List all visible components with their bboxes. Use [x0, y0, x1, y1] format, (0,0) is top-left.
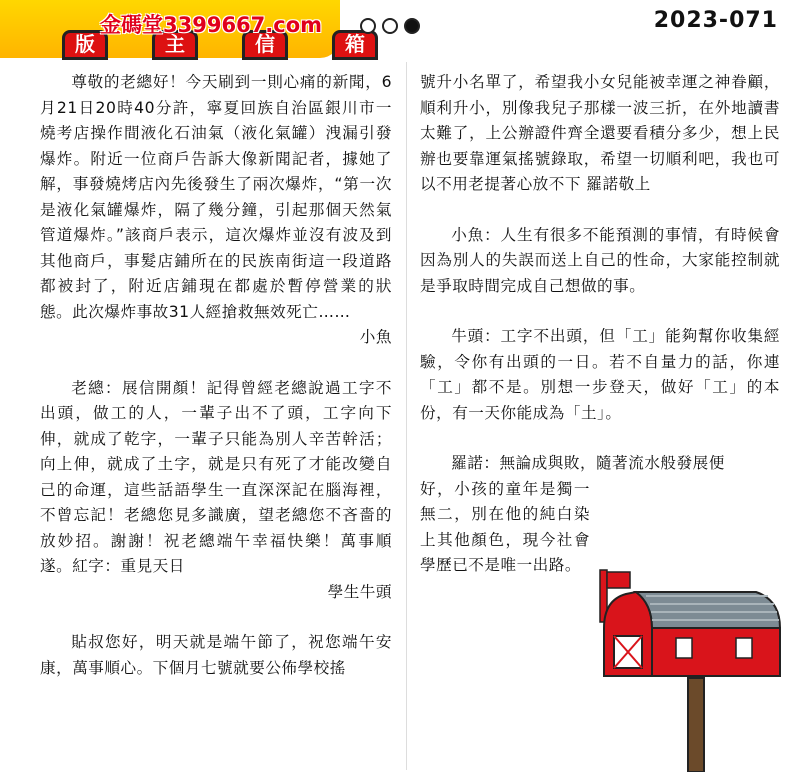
- filled-circle-icon: [404, 18, 420, 34]
- reply-to-luonuo-line1: 羅諾：無論成與敗，隨著流水般發展便: [451, 454, 725, 472]
- site-watermark: 金碼堂3399667.com: [100, 13, 323, 37]
- reply-to-niutou: 牛頭：工字不出頭，但「工」能夠幫你收集經驗，令你有出頭的一日。若不自量力的話，你連「工」都不是。別想一步登天，做好「工」的本份，有一天你能成為「土」。: [420, 327, 780, 422]
- decorative-dots: [360, 18, 420, 34]
- reply-to-xiaoyu: 小魚：人生有很多不能預測的事情，有時候會因為別人的失誤而送上自己的性命，大家能控制就是爭取時間完成自己想做的事。: [420, 225, 780, 295]
- letter-from-xiaoyu: 尊敬的老總好！今天刷到一則心痛的新聞，6月21日20時40分許，寧夏回族自治區銀川市一燒考店操作間液化石油氣（液化氣罐）洩漏引發爆炸。附近一位商戶告訴大像新聞記者，據她了解，事發燒烤店內先後發生了兩次爆炸，“第一次是液化氣罐爆炸，隔了幾分鐘，引起那個天然氣管道爆炸。”該商戶表示，這次爆炸並沒有波及到其他商戶，事髮店鋪所在的民族南街這一段道路都被封了，附近店鋪現在都處於暫停營業的狀態。此次爆炸事故31人經搶救無效死亡……: [40, 73, 392, 321]
- title-char-1: 版: [62, 30, 108, 60]
- reply-to-luonuo: 好，小孩的童年是獨一無二，別在他的純白染上其他顏色，現今社會學歷已不是唯一出路。: [420, 479, 590, 574]
- letter-from-niutou: 老總：展信開顏！記得曾經老總說過工字不出頭，做工的人，一輩子出不了頭，工字向下伸，就成了乾字，一輩子只能為別人辛苦幹活；向上伸，就成了土字，就是只有死了才能改變自己的命運，這些話語學生一直深深記在腦海裡，不曾忘記！老總您見多識廣，望老總您不吝嗇的放妙招。謝謝！祝老總端午幸福快樂！萬事順遂。紅字：重見天日: [40, 378, 392, 575]
- letter-signature: 小魚: [359, 328, 392, 346]
- right-column: [420, 70, 780, 579]
- title-char-4: 箱: [332, 30, 378, 60]
- column-divider: [406, 62, 407, 770]
- title-char-2: 主: [152, 30, 198, 60]
- issue-number: 2023-071: [653, 8, 778, 33]
- letter-continuation: 號升小名單了，希望我小女兒能被幸運之神眷顧，順利升小，別像我兒子那樣一波三折，在外地讀書太難了，上公辦證件齊全還要看積分多少，想上民辦也要靠運氣搖號錄取，希望一切順利吧，我也可以不用老提著心放不下 羅諾敬上: [420, 73, 780, 193]
- letter-from-luonuo: 貼叔您好，明天就是端午節了，祝您端午安康，萬事順心。下個月七號就要公佈學校搖: [40, 633, 392, 677]
- circle-icon: [382, 18, 398, 34]
- left-column: [40, 70, 392, 681]
- letter-signature: 學生牛頭: [327, 582, 392, 601]
- mailbox-icon: [596, 566, 782, 772]
- circle-icon: [360, 18, 376, 34]
- title-char-3: 信: [242, 30, 288, 60]
